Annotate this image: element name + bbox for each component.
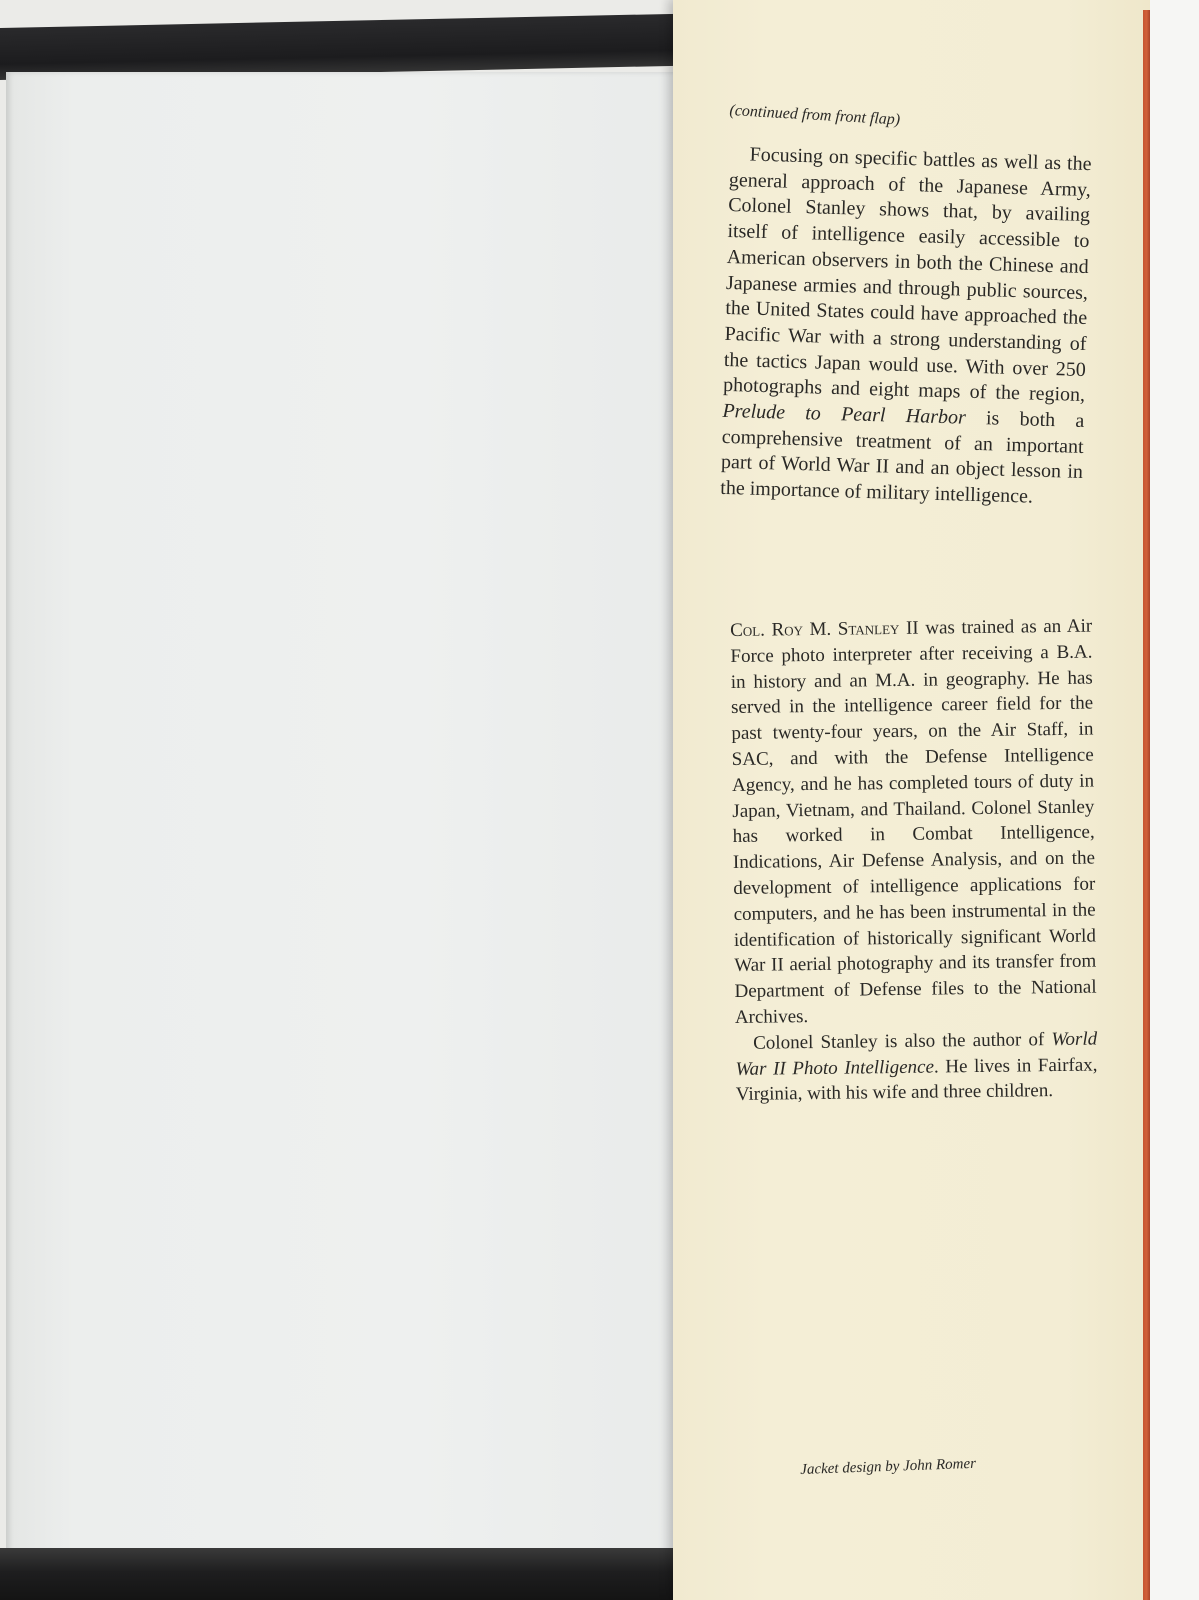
bio-p2-before: Colonel Stanley is also the author of <box>753 1028 1052 1054</box>
bio-other-book-title: World War II Photo Intelligence <box>735 1028 1098 1080</box>
endpaper <box>6 72 686 1557</box>
bio-text: was trained as an Air Force photo interpreter after receiving a B.A. in history and an M.A. in geography. He has served in the intelligence career field for the past twenty-four years, on the Air Staff, in SAC, and with the Defense Intelligence Agency, and he has completed tours of duty in Japan, Vietnam, and Thailand. Colonel Stanley has worked in Combat Intelligence, Indications, Air Defense Analysis, and on the development of intelligence applications for computers, and he has been instrumental in the identification of historically significant World War II aerial photography and its transfer from Department of Defense files to the National Archives. <box>730 615 1097 1028</box>
bio-paragraph-2 <box>735 1026 1098 1108</box>
bio-p2-after: . He lives in Fairfax, Virginia, with his wife and three children. <box>735 1054 1098 1106</box>
continued-note: (continued from front flap) <box>729 102 901 129</box>
jacket-spine-edge <box>1143 10 1150 1600</box>
jacket-design-credit: Jacket design by John Romer <box>800 1455 977 1478</box>
cover-board-top <box>0 13 700 80</box>
blurb-text-after: is both a comprehensive treatment of an important part of World War II and an object lesson in the importance of military intelligence. <box>720 406 1085 508</box>
blurb-book-title: Prelude to Pearl Harbor <box>722 399 967 429</box>
background-right <box>1150 0 1199 1600</box>
author-bio <box>730 614 1098 1109</box>
cover-board-bottom <box>0 1548 700 1600</box>
blurb-paragraph <box>720 142 1092 512</box>
blurb-text-before: Focusing on specific battles as well as the general approach of the Japanese Army, Colonel Stanley shows that, by availing itself of intelligence easily accessible to American observers in both the Chinese and Japanese armies and through public sources, the United States could have approached the Pacific War with a strong understanding of the tactics Japan would use. With over 250 photographs and eight maps of the region, <box>722 143 1092 407</box>
author-name: Col. Roy M. Stanley II <box>730 617 919 641</box>
